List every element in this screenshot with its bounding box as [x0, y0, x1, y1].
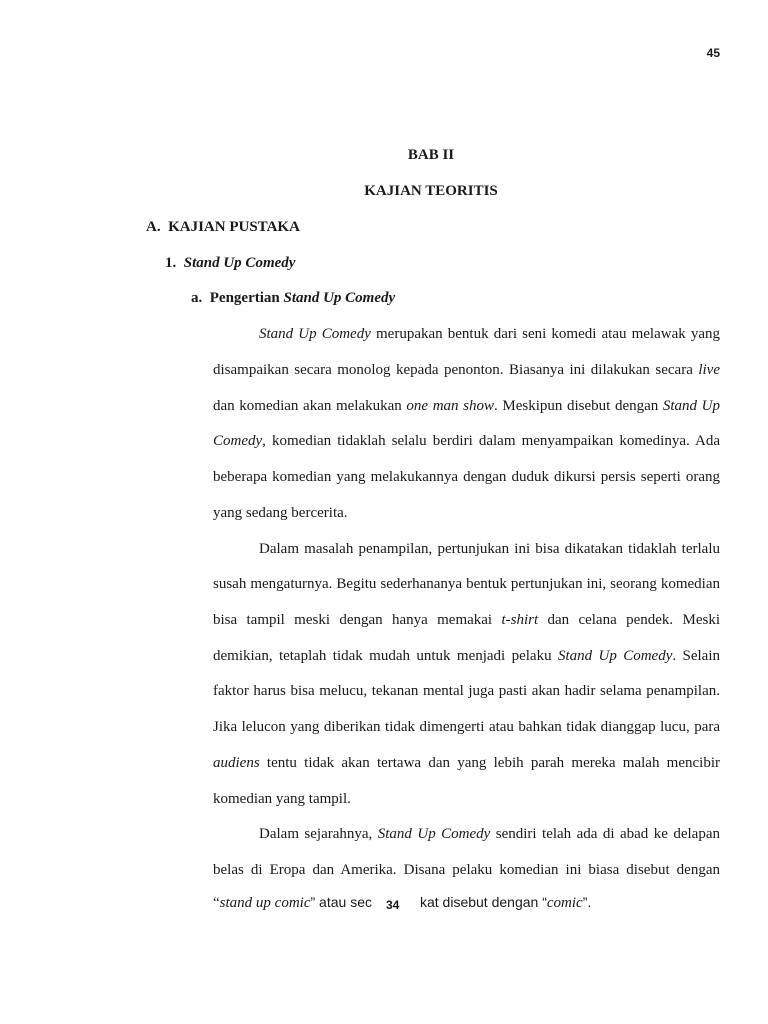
- text-segment: dan komedian akan melakukan: [213, 398, 407, 414]
- text-segment: . Selain: [672, 648, 720, 664]
- section-title: KAJIAN PUSTAKA: [168, 219, 300, 235]
- subsubsection-marker: a.: [191, 290, 203, 306]
- paragraph-line: [213, 575, 720, 593]
- text-segment: dan celana pendek. Meski: [538, 612, 720, 628]
- text-segment: komedian yang tampil.: [213, 791, 351, 807]
- paragraph-line: [213, 718, 720, 736]
- page-number-top: 45: [706, 46, 720, 60]
- paragraph-line: [259, 540, 720, 558]
- text-segment: , komedian tidaklah selalu berdiri dalam menyampaikan komedinya. Ada: [262, 433, 720, 449]
- text-segment: disampaikan secara monolog kepada penonton. Biasanya ini dilakukan secara: [213, 362, 699, 378]
- text-segment: Dalam masalah penampilan, pertunjukan ini bisa dikatakan tidaklah terlalu: [259, 541, 720, 557]
- subsection-heading: [165, 255, 295, 272]
- italic-term: Stand Up Comedy: [259, 326, 371, 342]
- paragraph-line: [213, 504, 720, 522]
- paragraph-line: [213, 754, 720, 772]
- italic-term: Stand Up Comedy: [557, 648, 673, 664]
- text-segment: susah mengaturnya. Begitu sederhananya bentuk pertunjukan ini, seorang komedian: [213, 576, 720, 592]
- italic-term: Stand Up Comedy: [377, 826, 491, 842]
- cut-off-line: [213, 893, 591, 912]
- paragraph-line: [213, 790, 720, 808]
- paragraph-line: [213, 682, 720, 700]
- text-fragment-end: ”.: [582, 894, 592, 910]
- text-segment: . Meskipun disebut dengan: [494, 398, 663, 414]
- page-number-bottom: 34: [386, 898, 400, 912]
- subsubsection-title-italic: Stand Up Comedy: [283, 290, 396, 306]
- paragraph-line: [213, 397, 720, 415]
- italic-term: audiens: [213, 755, 260, 771]
- text-segment: belas di Eropa dan Amerika. Disana pelaku komedian ini biasa disebut dengan: [213, 862, 720, 878]
- subsubsection-title: Pengertian: [209, 290, 280, 306]
- paragraph-line: [259, 825, 720, 843]
- paragraph-line: [213, 861, 720, 879]
- subsubsection-heading: [191, 290, 395, 307]
- text-segment: beberapa komedian yang melakukannya dengan duduk dikursi persis seperti orang: [213, 469, 720, 485]
- text-segment: tentu tidak akan tertawa dan yang lebih parah mereka malah mencibir: [259, 755, 720, 771]
- text-segment: sendiri telah ada di abad ke delapan: [490, 826, 720, 842]
- chapter-label: BAB II: [407, 147, 455, 163]
- paragraph-line: [213, 432, 720, 450]
- text-segment: Dalam sejarahnya,: [259, 826, 378, 842]
- subsection-marker: 1.: [165, 255, 177, 271]
- section-heading: [146, 219, 300, 236]
- paragraph-line: [213, 647, 720, 665]
- text-segment: bisa tampil meski dengan hanya memakai: [213, 612, 502, 628]
- text-segment: faktor harus bisa melucu, tekanan mental juga pasti akan hadir selama penampilan.: [213, 683, 720, 699]
- text-segment: demikian, tetaplah tidak mudah untuk menjadi pelaku: [213, 648, 558, 664]
- paragraph-line: [213, 361, 720, 379]
- italic-term: Stand Up: [662, 398, 720, 414]
- paragraph-line: [213, 611, 720, 629]
- chapter-title: KAJIAN TEORITIS: [364, 183, 498, 199]
- section-marker: A.: [146, 219, 161, 235]
- term-stand-up-comic: stand up comic: [219, 895, 311, 911]
- text-fragment-tail: kat disebut dengan “: [419, 894, 547, 910]
- paragraph-line: [259, 325, 720, 343]
- text-fragment-mid: ” atau sec: [310, 894, 372, 910]
- italic-term: Comedy: [213, 433, 263, 449]
- text-segment: Jika lelucon yang diberikan tidak dimengerti atau bahkan tidak dianggap lucu, para: [213, 719, 720, 735]
- text-segment: yang sedang bercerita.: [213, 505, 348, 521]
- italic-term: t-shirt: [501, 612, 539, 628]
- text-segment: merupakan bentuk dari seni komedi atau melawak yang: [370, 326, 721, 342]
- paragraph-line: [213, 468, 720, 486]
- term-comic: comic: [546, 895, 583, 911]
- subsection-title: Stand Up Comedy: [183, 255, 296, 271]
- italic-term: one man show: [406, 398, 494, 414]
- quote-open: “: [213, 895, 220, 911]
- italic-term: live: [698, 362, 720, 378]
